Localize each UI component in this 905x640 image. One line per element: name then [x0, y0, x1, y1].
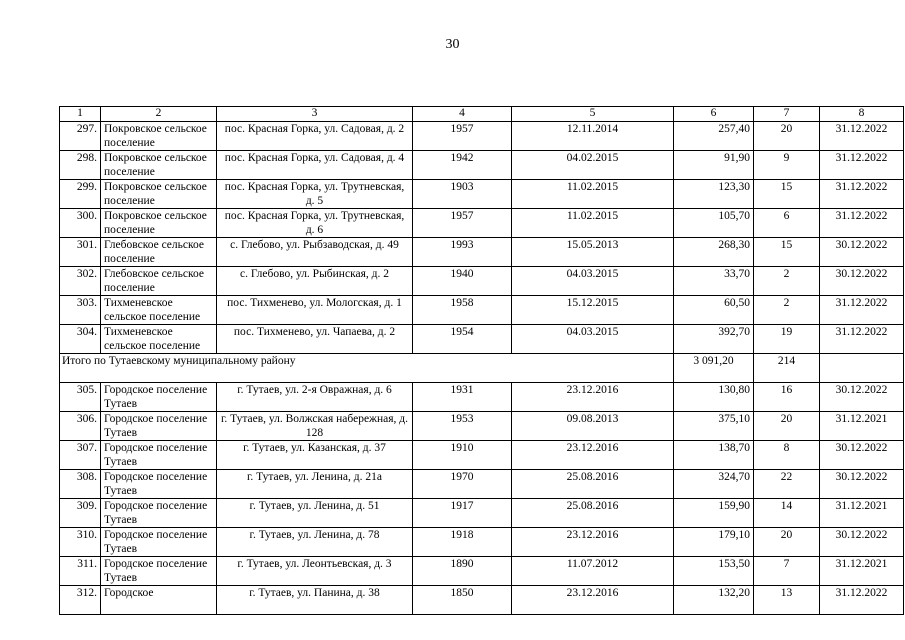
build-year: 1954: [413, 325, 512, 354]
resettlement-deadline: 31.12.2022: [820, 122, 904, 151]
build-year: 1953: [413, 412, 512, 441]
table-row: [60, 383, 904, 412]
table-row: [60, 151, 904, 180]
living-area: 159,90: [674, 499, 754, 528]
recognition-date: 23.12.2016: [512, 383, 674, 412]
rows-section-rural: [60, 122, 904, 354]
recognition-date: 23.12.2016: [512, 528, 674, 557]
column-header: 5: [512, 107, 674, 122]
table-row: [60, 586, 904, 615]
resettlement-deadline: 30.12.2022: [820, 528, 904, 557]
recognition-date: 23.12.2016: [512, 441, 674, 470]
address: г. Тутаев, ул. Ленина, д. 21а: [217, 470, 413, 499]
page-number: 30: [445, 37, 460, 52]
rows-section-tutaev: [60, 383, 904, 615]
settlement-name: Тихменевское сельское поселение: [101, 296, 217, 325]
row-number: 301.: [60, 238, 101, 267]
residents-count: 9: [754, 151, 820, 180]
resettlement-deadline: 31.12.2022: [820, 151, 904, 180]
row-number: 306.: [60, 412, 101, 441]
resettlement-deadline: 30.12.2022: [820, 383, 904, 412]
total-empty-cell: [820, 354, 904, 383]
build-year: 1993: [413, 238, 512, 267]
recognition-date: 15.12.2015: [512, 296, 674, 325]
row-number: 300.: [60, 209, 101, 238]
settlement-name: Покровское сельское поселение: [101, 151, 217, 180]
resettlement-deadline: 31.12.2021: [820, 557, 904, 586]
build-year: 1931: [413, 383, 512, 412]
residents-count: 22: [754, 470, 820, 499]
resettlement-deadline: 30.12.2022: [820, 441, 904, 470]
address: г. Тутаев, ул. Леонтьевская, д. 3: [217, 557, 413, 586]
settlement-name: Городское: [101, 586, 217, 615]
settlement-name: Городское поселение Тутаев: [101, 412, 217, 441]
residents-count: 15: [754, 238, 820, 267]
row-number: 298.: [60, 151, 101, 180]
settlement-name: Покровское сельское поселение: [101, 180, 217, 209]
recognition-date: 11.02.2015: [512, 209, 674, 238]
build-year: 1850: [413, 586, 512, 615]
recognition-date: 04.03.2015: [512, 325, 674, 354]
address: г. Тутаев, ул. 2-я Овражная, д. 6: [217, 383, 413, 412]
build-year: 1890: [413, 557, 512, 586]
settlement-name: Городское поселение Тутаев: [101, 557, 217, 586]
total-area: 3 091,20: [674, 354, 754, 383]
living-area: 91,90: [674, 151, 754, 180]
residents-count: 16: [754, 383, 820, 412]
recognition-date: 04.02.2015: [512, 151, 674, 180]
build-year: 1957: [413, 209, 512, 238]
address: с. Глебово, ул. Рыбзаводская, д. 49: [217, 238, 413, 267]
living-area: 138,70: [674, 441, 754, 470]
recognition-date: 04.03.2015: [512, 267, 674, 296]
settlement-name: Городское поселение Тутаев: [101, 383, 217, 412]
build-year: 1918: [413, 528, 512, 557]
table-row: [60, 122, 904, 151]
total-label: Итого по Тутаевскому муниципальному району: [60, 354, 674, 383]
row-number: 304.: [60, 325, 101, 354]
resettlement-deadline: 30.12.2022: [820, 267, 904, 296]
table-row: [60, 412, 904, 441]
resettlement-deadline: 31.12.2022: [820, 209, 904, 238]
row-number: 307.: [60, 441, 101, 470]
settlement-name: Городское поселение Тутаев: [101, 528, 217, 557]
settlement-name: Покровское сельское поселение: [101, 209, 217, 238]
residents-count: 2: [754, 296, 820, 325]
column-header: 1: [60, 107, 101, 122]
living-area: 123,30: [674, 180, 754, 209]
recognition-date: 25.08.2016: [512, 470, 674, 499]
residents-count: 8: [754, 441, 820, 470]
address: г. Тутаев, ул. Волжская набережная, д. 128: [217, 412, 413, 441]
row-number: 303.: [60, 296, 101, 325]
address: пос. Красная Горка, ул. Садовая, д. 4: [217, 151, 413, 180]
build-year: 1903: [413, 180, 512, 209]
recognition-date: 09.08.2013: [512, 412, 674, 441]
build-year: 1917: [413, 499, 512, 528]
living-area: 105,70: [674, 209, 754, 238]
table-row: [60, 499, 904, 528]
column-header: 3: [217, 107, 413, 122]
resettlement-deadline: 31.12.2022: [820, 296, 904, 325]
row-number: 311.: [60, 557, 101, 586]
residents-count: 20: [754, 122, 820, 151]
table-row: [60, 441, 904, 470]
resettlement-deadline: 30.12.2022: [820, 238, 904, 267]
recognition-date: 11.02.2015: [512, 180, 674, 209]
living-area: 324,70: [674, 470, 754, 499]
settlement-name: Глебовское сельское поселение: [101, 267, 217, 296]
column-header: 8: [820, 107, 904, 122]
address: с. Глебово, ул. Рыбинская, д. 2: [217, 267, 413, 296]
residents-count: 19: [754, 325, 820, 354]
residents-count: 13: [754, 586, 820, 615]
living-area: 392,70: [674, 325, 754, 354]
column-header: 4: [413, 107, 512, 122]
residents-count: 15: [754, 180, 820, 209]
living-area: 33,70: [674, 267, 754, 296]
address: г. Тутаев, ул. Ленина, д. 78: [217, 528, 413, 557]
settlement-name: Городское поселение Тутаев: [101, 499, 217, 528]
row-number: 297.: [60, 122, 101, 151]
housing-register-table: [59, 106, 904, 615]
residents-count: 20: [754, 528, 820, 557]
address: пос. Красная Горка, ул. Трутневская, д. 6: [217, 209, 413, 238]
settlement-name: Городское поселение Тутаев: [101, 470, 217, 499]
address: г. Тутаев, ул. Ленина, д. 51: [217, 499, 413, 528]
living-area: 257,40: [674, 122, 754, 151]
build-year: 1958: [413, 296, 512, 325]
address: г. Тутаев, ул. Панина, д. 38: [217, 586, 413, 615]
residents-count: 6: [754, 209, 820, 238]
residents-count: 7: [754, 557, 820, 586]
table-row: [60, 557, 904, 586]
settlement-name: Городское поселение Тутаев: [101, 441, 217, 470]
build-year: 1942: [413, 151, 512, 180]
residents-count: 14: [754, 499, 820, 528]
column-header: 7: [754, 107, 820, 122]
resettlement-deadline: 31.12.2022: [820, 325, 904, 354]
recognition-date: 25.08.2016: [512, 499, 674, 528]
recognition-date: 12.11.2014: [512, 122, 674, 151]
row-number: 310.: [60, 528, 101, 557]
resettlement-deadline: 31.12.2021: [820, 412, 904, 441]
table-row: [60, 267, 904, 296]
living-area: 130,80: [674, 383, 754, 412]
build-year: 1970: [413, 470, 512, 499]
address: пос. Красная Горка, ул. Трутневская, д. 5: [217, 180, 413, 209]
recognition-date: 23.12.2016: [512, 586, 674, 615]
living-area: 268,30: [674, 238, 754, 267]
recognition-date: 15.05.2013: [512, 238, 674, 267]
table-row: [60, 238, 904, 267]
settlement-name: Покровское сельское поселение: [101, 122, 217, 151]
table-row: [60, 470, 904, 499]
settlement-name: Глебовское сельское поселение: [101, 238, 217, 267]
resettlement-deadline: 31.12.2021: [820, 499, 904, 528]
row-number: 312.: [60, 586, 101, 615]
total-residents: 214: [754, 354, 820, 383]
residents-count: 20: [754, 412, 820, 441]
address: пос. Тихменево, ул. Мологская, д. 1: [217, 296, 413, 325]
total-section: [60, 354, 904, 383]
table-row: [60, 180, 904, 209]
table-row: [60, 209, 904, 238]
living-area: 132,20: [674, 586, 754, 615]
build-year: 1940: [413, 267, 512, 296]
row-number: 299.: [60, 180, 101, 209]
living-area: 60,50: [674, 296, 754, 325]
living-area: 375,10: [674, 412, 754, 441]
resettlement-deadline: 31.12.2022: [820, 586, 904, 615]
table-row: [60, 296, 904, 325]
address: пос. Красная Горка, ул. Садовая, д. 2: [217, 122, 413, 151]
column-number-header-row: [60, 107, 904, 122]
row-number: 308.: [60, 470, 101, 499]
living-area: 153,50: [674, 557, 754, 586]
residents-count: 2: [754, 267, 820, 296]
column-header: 6: [674, 107, 754, 122]
resettlement-deadline: 30.12.2022: [820, 470, 904, 499]
address: пос. Тихменево, ул. Чапаева, д. 2: [217, 325, 413, 354]
row-number: 302.: [60, 267, 101, 296]
recognition-date: 11.07.2012: [512, 557, 674, 586]
total-row: [60, 354, 904, 383]
column-header: 2: [101, 107, 217, 122]
settlement-name: Тихменевское сельское поселение: [101, 325, 217, 354]
table-row: [60, 528, 904, 557]
table-row: [60, 325, 904, 354]
resettlement-deadline: 31.12.2022: [820, 180, 904, 209]
row-number: 309.: [60, 499, 101, 528]
build-year: 1910: [413, 441, 512, 470]
row-number: 305.: [60, 383, 101, 412]
living-area: 179,10: [674, 528, 754, 557]
address: г. Тутаев, ул. Казанская, д. 37: [217, 441, 413, 470]
build-year: 1957: [413, 122, 512, 151]
